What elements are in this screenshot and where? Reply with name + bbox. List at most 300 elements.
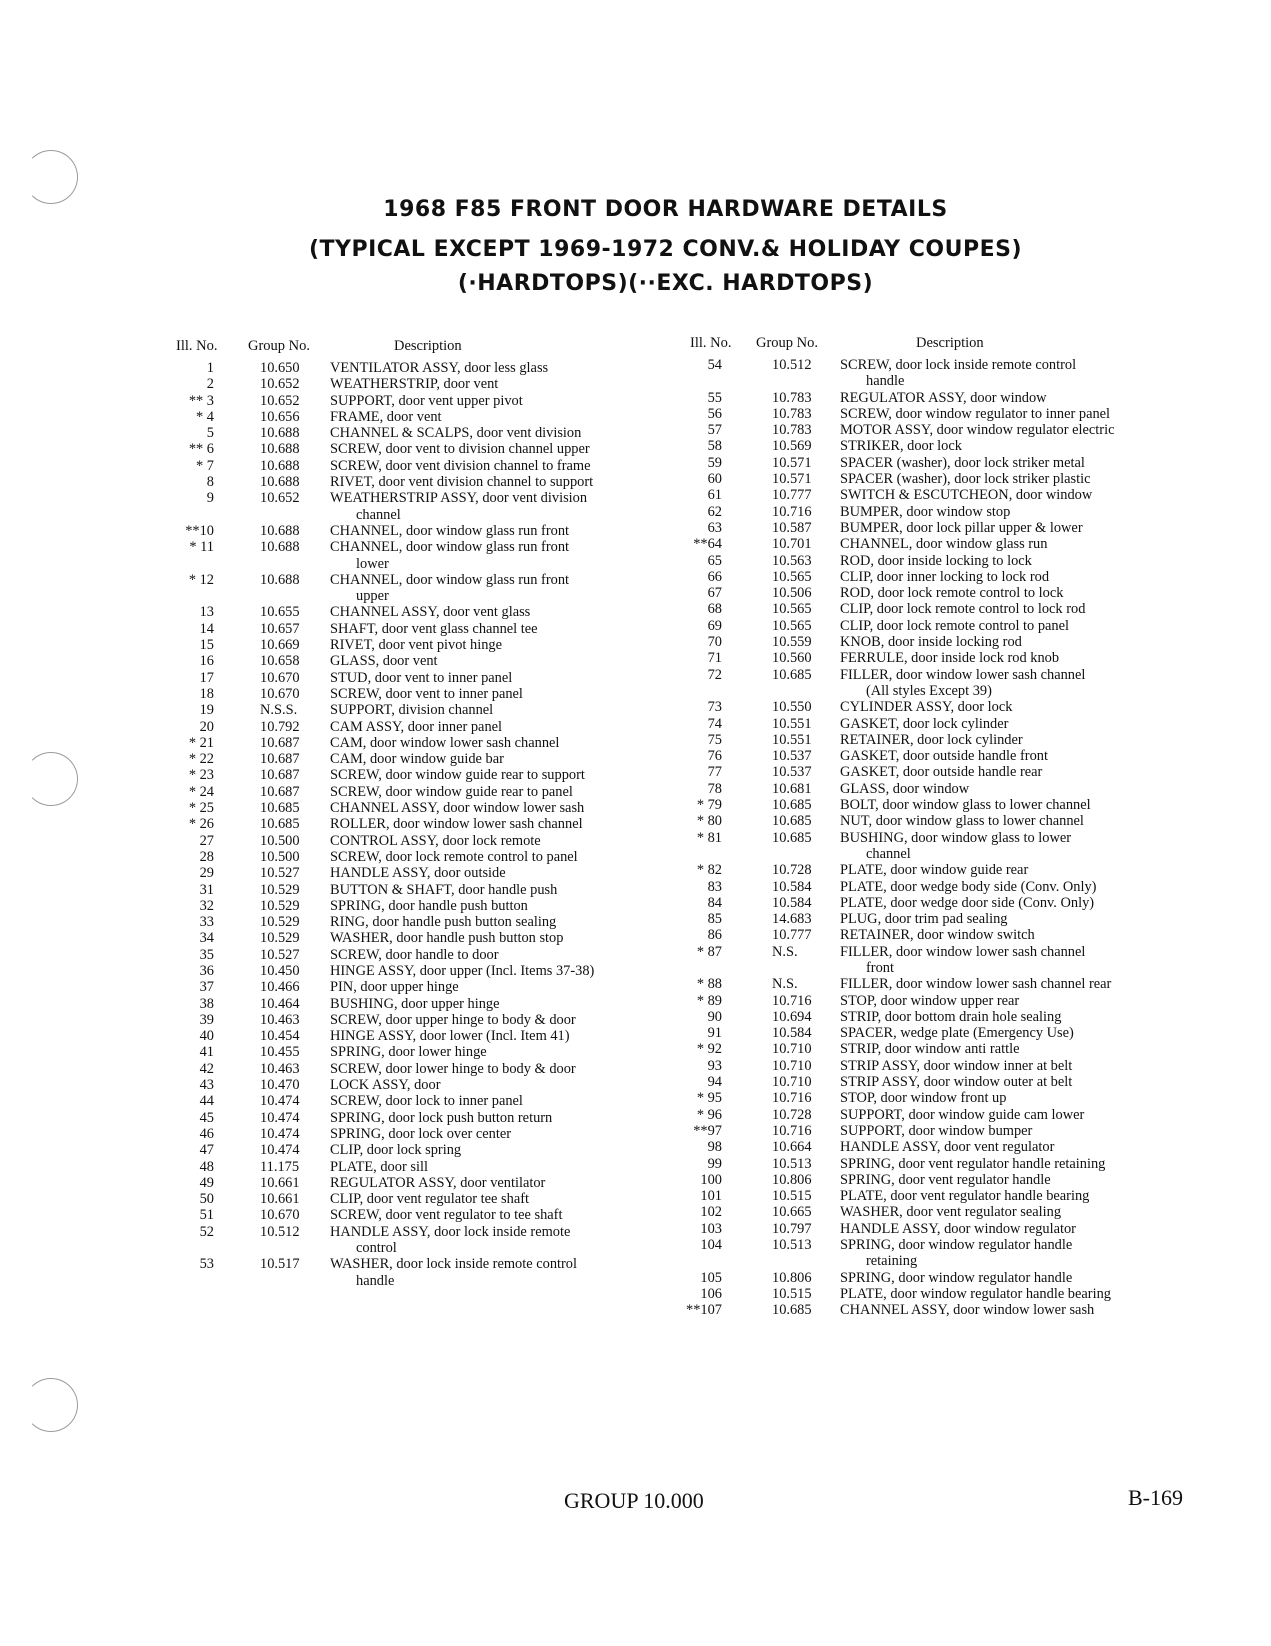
description-cell bbox=[840, 1107, 1084, 1123]
description-cell bbox=[840, 732, 1023, 748]
part-description: SCREW, door handle to door bbox=[330, 946, 499, 963]
group-number: 10.550 bbox=[772, 699, 812, 716]
part-description: CAM ASSY, door inner panel bbox=[330, 718, 503, 735]
description-cell bbox=[330, 833, 541, 849]
group-number: 10.681 bbox=[772, 780, 812, 797]
group-number: 10.474 bbox=[260, 1093, 300, 1110]
ill-number: 27 bbox=[199, 832, 214, 849]
group-number: 10.710 bbox=[772, 1057, 812, 1074]
group-number: 10.529 bbox=[260, 930, 300, 947]
group-number: 10.806 bbox=[772, 1269, 812, 1286]
group-number: 11.175 bbox=[260, 1158, 300, 1175]
ill-number: 54 bbox=[707, 357, 722, 373]
ill-number: * 87 bbox=[696, 943, 722, 960]
part-description: CLIP, door lock spring bbox=[330, 1142, 462, 1159]
group-number: 10.685 bbox=[260, 800, 300, 817]
description-cell bbox=[840, 764, 1042, 780]
part-description-continued: front bbox=[866, 959, 894, 976]
group-number: 10.652 bbox=[260, 376, 300, 393]
description-cell bbox=[840, 927, 1035, 943]
group-number: 10.474 bbox=[260, 1142, 300, 1159]
group-number: 10.716 bbox=[772, 992, 812, 1009]
description-cell bbox=[840, 911, 1007, 927]
group-number: 10.777 bbox=[772, 487, 812, 504]
group-number: 10.687 bbox=[260, 767, 300, 784]
description-cell bbox=[840, 748, 1048, 764]
description-cell bbox=[330, 1256, 577, 1289]
description-cell bbox=[330, 816, 583, 832]
ill-number: ** 3 bbox=[188, 392, 214, 409]
ill-number: 70 bbox=[707, 634, 722, 651]
part-description: STRIP, door window anti rattle bbox=[840, 1041, 1020, 1058]
description-cell bbox=[330, 784, 573, 800]
group-number: 10.685 bbox=[772, 829, 812, 846]
ill-number: 60 bbox=[707, 471, 722, 488]
description-cell bbox=[330, 1061, 576, 1077]
part-description: STRIP ASSY, door window outer at belt bbox=[840, 1074, 1073, 1091]
group-number: N.S. bbox=[772, 976, 798, 993]
punch-hole-middle bbox=[24, 752, 78, 806]
part-description: SCREW, door vent division channel to frame bbox=[330, 457, 591, 474]
group-number: 10.454 bbox=[260, 1028, 300, 1045]
part-description: PLATE, door window regulator handle bearing bbox=[840, 1285, 1111, 1302]
part-description: STRIP, door bottom drain hole sealing bbox=[840, 1008, 1062, 1025]
description-cell bbox=[330, 849, 578, 865]
group-number: 10.652 bbox=[260, 392, 300, 409]
part-description: REGULATOR ASSY, door window bbox=[840, 389, 1047, 406]
group-number: 10.688 bbox=[260, 539, 300, 556]
description-cell bbox=[330, 751, 504, 767]
part-description: SCREW, door vent to inner panel bbox=[330, 685, 523, 702]
ill-number: 49 bbox=[199, 1174, 214, 1191]
group-number: 10.551 bbox=[772, 715, 812, 732]
part-description: FERRULE, door inside lock rod knob bbox=[840, 650, 1060, 667]
description-cell bbox=[840, 1025, 1074, 1041]
part-description: SWITCH & ESCUTCHEON, door window bbox=[840, 487, 1093, 504]
group-number: 10.584 bbox=[772, 1025, 812, 1042]
description-cell bbox=[330, 898, 528, 914]
ill-number: 41 bbox=[199, 1044, 214, 1061]
part-description: SCREW, door lock inside remote control bbox=[840, 357, 1077, 373]
ill-number: 53 bbox=[199, 1256, 214, 1273]
description-cell bbox=[840, 357, 1076, 390]
group-number: 10.463 bbox=[260, 1011, 300, 1028]
group-number: 10.688 bbox=[260, 522, 300, 539]
group-number: 10.551 bbox=[772, 731, 812, 748]
group-number: 10.687 bbox=[260, 734, 300, 751]
group-number: 10.527 bbox=[260, 946, 300, 963]
ill-number: * 89 bbox=[696, 992, 722, 1009]
group-number: 10.694 bbox=[772, 1008, 812, 1025]
part-description: ROD, door inside locking to lock bbox=[840, 552, 1032, 569]
group-number: 10.687 bbox=[260, 783, 300, 800]
ill-number: 17 bbox=[199, 669, 214, 686]
group-number: 10.783 bbox=[772, 405, 812, 422]
description-cell bbox=[330, 653, 438, 669]
part-description: RIVET, door vent division channel to support bbox=[330, 474, 594, 491]
ill-number: 50 bbox=[199, 1191, 214, 1208]
group-number: 10.670 bbox=[260, 669, 300, 686]
group-number: 10.500 bbox=[260, 832, 300, 849]
description-cell bbox=[840, 716, 1008, 732]
group-number: 10.669 bbox=[260, 637, 300, 654]
part-description: WASHER, door lock inside remote control bbox=[330, 1256, 577, 1273]
part-description: CHANNEL & SCALPS, door vent division bbox=[330, 425, 582, 442]
part-description: PLUG, door trim pad sealing bbox=[840, 911, 1008, 928]
description-cell bbox=[840, 699, 1012, 715]
description-cell bbox=[330, 947, 499, 963]
description-cell bbox=[840, 1090, 1006, 1106]
part-description: SCREW, door window guide rear to panel bbox=[330, 783, 573, 800]
ill-number: 94 bbox=[707, 1074, 722, 1091]
group-number: 10.565 bbox=[772, 568, 812, 585]
ill-number: 38 bbox=[199, 995, 214, 1012]
part-description: PIN, door upper hinge bbox=[330, 979, 459, 996]
ill-number: 100 bbox=[700, 1171, 722, 1188]
part-description-continued: handle bbox=[356, 1272, 395, 1289]
ill-number: 66 bbox=[707, 568, 722, 585]
ill-number: 16 bbox=[199, 653, 214, 670]
group-number: 10.512 bbox=[260, 1223, 300, 1240]
group-number: 10.512 bbox=[772, 357, 812, 373]
ill-number: **64 bbox=[693, 536, 722, 553]
part-description: SPRING, door lock over center bbox=[330, 1125, 512, 1142]
group-number: 10.571 bbox=[772, 471, 812, 488]
group-number: 10.565 bbox=[772, 601, 812, 618]
part-description: CHANNEL ASSY, door vent glass bbox=[330, 604, 531, 621]
part-description: WASHER, door handle push button stop bbox=[330, 930, 564, 947]
part-description: CHANNEL, door window glass run bbox=[840, 536, 1048, 553]
part-description-continued: handle bbox=[866, 373, 905, 390]
group-number: 10.685 bbox=[772, 1302, 812, 1319]
ill-number: * 81 bbox=[696, 829, 722, 846]
description-cell bbox=[330, 572, 569, 605]
part-description-continued: (All styles Except 39) bbox=[866, 682, 992, 699]
group-number: 10.474 bbox=[260, 1109, 300, 1126]
group-number: 10.728 bbox=[772, 862, 812, 879]
part-description: STRIKER, door lock bbox=[840, 438, 962, 455]
ill-number: 61 bbox=[707, 487, 722, 504]
description-cell bbox=[840, 1221, 1076, 1237]
page-subtitle: (TYPICAL EXCEPT 1969-1972 CONV.& HOLIDAY COUPES) bbox=[308, 237, 1023, 262]
description-cell bbox=[840, 1058, 1072, 1074]
part-description: ROD, door lock remote control to lock bbox=[840, 585, 1064, 602]
part-description: SCREW, door vent regulator to tee shaft bbox=[330, 1207, 563, 1224]
description-cell bbox=[330, 1093, 523, 1109]
group-number: 10.792 bbox=[260, 718, 300, 735]
ill-number: 20 bbox=[199, 718, 214, 735]
part-description: SUPPORT, division channel bbox=[330, 702, 494, 719]
ill-number: 46 bbox=[199, 1125, 214, 1142]
part-description-continued: channel bbox=[356, 506, 401, 523]
description-cell bbox=[840, 553, 1032, 569]
part-description-continued: lower bbox=[356, 555, 389, 572]
part-description: SPRING, door vent regulator handle bbox=[840, 1171, 1051, 1188]
header-ill-no: Ill. No. bbox=[690, 335, 732, 351]
ill-number: 74 bbox=[707, 715, 722, 732]
ill-number: 19 bbox=[199, 702, 214, 719]
group-number: 10.474 bbox=[260, 1125, 300, 1142]
ill-number: * 82 bbox=[696, 862, 722, 879]
ill-number: * 25 bbox=[188, 800, 214, 817]
ill-number: 99 bbox=[707, 1155, 722, 1172]
description-cell bbox=[840, 650, 1059, 666]
part-description: HANDLE ASSY, door window regulator bbox=[840, 1220, 1076, 1237]
group-number: 10.450 bbox=[260, 962, 300, 979]
ill-number: 101 bbox=[700, 1188, 722, 1205]
description-cell bbox=[330, 800, 584, 816]
part-description: SCREW, door lock remote control to panel bbox=[330, 848, 578, 865]
group-number: 10.513 bbox=[772, 1155, 812, 1172]
group-number: 10.515 bbox=[772, 1188, 812, 1205]
ill-number: 52 bbox=[199, 1223, 214, 1240]
ill-number: * 21 bbox=[188, 734, 214, 751]
part-description: FRAME, door vent bbox=[330, 408, 442, 425]
part-description-continued: control bbox=[356, 1240, 397, 1257]
part-description: PLATE, door wedge door side (Conv. Only) bbox=[840, 894, 1095, 911]
punch-hole-bottom bbox=[24, 1378, 78, 1432]
group-number: 10.513 bbox=[772, 1237, 812, 1254]
description-cell bbox=[840, 536, 1047, 552]
description-cell bbox=[330, 458, 590, 474]
ill-number: 9 bbox=[206, 490, 214, 507]
group-number: 10.797 bbox=[772, 1220, 812, 1237]
ill-number: **10 bbox=[185, 522, 214, 539]
group-number: 10.656 bbox=[260, 408, 300, 425]
ill-number: 18 bbox=[199, 685, 214, 702]
description-cell bbox=[840, 862, 1028, 878]
ill-number: 45 bbox=[199, 1109, 214, 1126]
part-description: HANDLE ASSY, door outside bbox=[330, 865, 506, 882]
part-description: NUT, door window glass to lower channel bbox=[840, 813, 1084, 830]
description-cell bbox=[840, 438, 962, 454]
ill-number: 47 bbox=[199, 1142, 214, 1159]
group-number: 10.806 bbox=[772, 1171, 812, 1188]
description-cell bbox=[330, 1028, 570, 1044]
description-cell bbox=[330, 670, 512, 686]
part-description: PLATE, door sill bbox=[330, 1158, 428, 1175]
part-description: PLATE, door window guide rear bbox=[840, 862, 1029, 879]
part-description: SPRING, door window regulator handle bbox=[840, 1237, 1073, 1254]
group-number: 10.688 bbox=[260, 457, 300, 474]
ill-number: * 23 bbox=[188, 767, 214, 784]
ill-number: 77 bbox=[707, 764, 722, 781]
part-description: STUD, door vent to inner panel bbox=[330, 669, 513, 686]
ill-number: **97 bbox=[693, 1122, 722, 1139]
description-cell bbox=[840, 569, 1049, 585]
group-number: 10.783 bbox=[772, 389, 812, 406]
ill-number: * 92 bbox=[696, 1041, 722, 1058]
group-number: 10.716 bbox=[772, 1090, 812, 1107]
page-number: B-169 bbox=[1128, 1485, 1183, 1510]
description-cell bbox=[840, 895, 1094, 911]
description-cell bbox=[840, 1204, 1061, 1220]
description-cell bbox=[330, 1142, 461, 1158]
part-description: SCREW, door vent to division channel upper bbox=[330, 441, 590, 458]
description-cell bbox=[840, 781, 969, 797]
ill-number: 83 bbox=[707, 878, 722, 895]
description-cell bbox=[840, 520, 1083, 536]
description-cell bbox=[840, 1041, 1019, 1057]
part-description: RETAINER, door window switch bbox=[840, 927, 1035, 944]
group-number: 10.515 bbox=[772, 1285, 812, 1302]
group-number: 10.569 bbox=[772, 438, 812, 455]
part-description: PLATE, door vent regulator handle bearing bbox=[840, 1188, 1090, 1205]
ill-number: 58 bbox=[707, 438, 722, 455]
part-description: SPACER, wedge plate (Emergency Use) bbox=[840, 1025, 1074, 1042]
description-cell bbox=[330, 719, 502, 735]
ill-number: 39 bbox=[199, 1011, 214, 1028]
punch-hole-top bbox=[24, 150, 78, 204]
group-number: 10.710 bbox=[772, 1041, 812, 1058]
group-number: 10.529 bbox=[260, 914, 300, 931]
description-cell bbox=[330, 474, 593, 490]
description-cell bbox=[330, 1191, 529, 1207]
description-cell bbox=[330, 686, 523, 702]
part-description: SCREW, door lock to inner panel bbox=[330, 1093, 523, 1110]
ill-number: * 95 bbox=[696, 1090, 722, 1107]
part-description: BOLT, door window glass to lower channel bbox=[840, 797, 1091, 814]
part-description: GASKET, door outside handle rear bbox=[840, 764, 1043, 781]
description-cell bbox=[330, 393, 523, 409]
part-description: SCREW, door window regulator to inner panel bbox=[840, 405, 1111, 422]
part-description: BUSHING, door upper hinge bbox=[330, 995, 500, 1012]
group-number: 10.657 bbox=[260, 620, 300, 637]
part-description: RIVET, door vent pivot hinge bbox=[330, 637, 502, 654]
ill-number: **107 bbox=[686, 1302, 722, 1319]
group-number: 10.665 bbox=[772, 1204, 812, 1221]
description-cell bbox=[330, 767, 585, 783]
description-cell bbox=[330, 735, 559, 751]
part-description: RETAINER, door lock cylinder bbox=[840, 731, 1023, 748]
group-number: 10.701 bbox=[772, 536, 812, 553]
ill-number: 40 bbox=[199, 1028, 214, 1045]
group-number: 10.560 bbox=[772, 650, 812, 667]
ill-number: * 88 bbox=[696, 976, 722, 993]
description-cell bbox=[840, 1270, 1072, 1286]
ill-number: 104 bbox=[700, 1237, 722, 1254]
group-number: GROUP 10.000 bbox=[564, 1488, 704, 1513]
ill-number: 106 bbox=[700, 1285, 722, 1302]
part-description: REGULATOR ASSY, door ventilator bbox=[330, 1174, 546, 1191]
ill-number: 69 bbox=[707, 617, 722, 634]
part-description: RING, door handle push button sealing bbox=[330, 914, 557, 931]
group-number: 10.529 bbox=[260, 897, 300, 914]
group-number: 10.455 bbox=[260, 1044, 300, 1061]
ill-number: 13 bbox=[199, 604, 214, 621]
group-number: 10.664 bbox=[772, 1139, 812, 1156]
description-cell bbox=[840, 1286, 1111, 1302]
part-description: GLASS, door vent bbox=[330, 653, 438, 670]
part-description: CLIP, door lock remote control to lock rod bbox=[840, 601, 1086, 618]
ill-number: 32 bbox=[199, 897, 214, 914]
ill-number: 85 bbox=[707, 911, 722, 928]
description-cell bbox=[840, 585, 1063, 601]
part-description: CHANNEL ASSY, door window lower sash bbox=[840, 1302, 1095, 1319]
description-cell bbox=[840, 471, 1090, 487]
part-description: PLATE, door wedge body side (Conv. Only) bbox=[840, 878, 1097, 895]
ill-number: 59 bbox=[707, 454, 722, 471]
group-number: 10.584 bbox=[772, 878, 812, 895]
description-cell bbox=[840, 1302, 1094, 1318]
ill-number: * 12 bbox=[188, 571, 214, 588]
description-cell bbox=[840, 813, 1084, 829]
description-cell bbox=[330, 409, 442, 425]
description-cell bbox=[330, 882, 557, 898]
ill-number: * 11 bbox=[189, 539, 214, 556]
ill-number: ** 6 bbox=[188, 441, 214, 458]
part-description: FILLER, door window lower sash channel bbox=[840, 666, 1086, 683]
ill-number: 48 bbox=[199, 1158, 214, 1175]
part-description: KNOB, door inside locking rod bbox=[840, 634, 1022, 651]
part-description-continued: upper bbox=[356, 588, 389, 605]
description-cell bbox=[840, 993, 1019, 1009]
part-description: GASKET, door lock cylinder bbox=[840, 715, 1009, 732]
group-number: 10.463 bbox=[260, 1060, 300, 1077]
ill-number: 68 bbox=[707, 601, 722, 618]
ill-number: 91 bbox=[707, 1025, 722, 1042]
part-description: MOTOR ASSY, door window regulator electric bbox=[840, 422, 1115, 439]
description-cell bbox=[330, 979, 459, 995]
ill-number: 51 bbox=[199, 1207, 214, 1224]
ill-number: * 22 bbox=[188, 751, 214, 768]
part-description: CAM, door window lower sash channel bbox=[330, 734, 560, 751]
ill-number: 102 bbox=[700, 1204, 722, 1221]
group-number: 10.517 bbox=[260, 1256, 300, 1273]
part-description: FILLER, door window lower sash channel rear bbox=[840, 976, 1112, 993]
description-cell bbox=[330, 360, 548, 376]
part-description: GLASS, door window bbox=[840, 780, 970, 797]
part-description: SCREW, door window guide rear to support bbox=[330, 767, 585, 784]
description-cell bbox=[840, 830, 1071, 863]
ill-number: 15 bbox=[199, 637, 214, 654]
header-group-no: Group No. bbox=[248, 338, 311, 354]
part-description: SHAFT, door vent glass channel tee bbox=[330, 620, 538, 637]
group-number: 10.529 bbox=[260, 881, 300, 898]
description-cell bbox=[330, 490, 587, 523]
description-cell bbox=[840, 1074, 1072, 1090]
part-description: SPRING, door lock push button return bbox=[330, 1109, 553, 1126]
group-number: 10.710 bbox=[772, 1074, 812, 1091]
group-number: 10.670 bbox=[260, 685, 300, 702]
ill-number: 36 bbox=[199, 962, 214, 979]
ill-number: 56 bbox=[707, 405, 722, 422]
part-description: STOP, door window front up bbox=[840, 1090, 1007, 1107]
description-cell bbox=[840, 1139, 1054, 1155]
description-cell bbox=[840, 1237, 1072, 1270]
group-number: 10.571 bbox=[772, 454, 812, 471]
part-description: CHANNEL ASSY, door window lower sash bbox=[330, 800, 585, 817]
part-description: GASKET, door outside handle front bbox=[840, 748, 1048, 765]
part-description: LOCK ASSY, door bbox=[330, 1077, 441, 1094]
description-cell bbox=[330, 1224, 570, 1257]
group-number: 10.506 bbox=[772, 585, 812, 602]
group-number: 10.658 bbox=[260, 653, 300, 670]
ill-number: 63 bbox=[707, 519, 722, 536]
description-cell bbox=[330, 702, 493, 718]
part-description: CHANNEL, door window glass run front bbox=[330, 571, 570, 588]
ill-number: 43 bbox=[199, 1077, 214, 1094]
description-cell bbox=[330, 621, 538, 637]
part-description: CAM, door window guide bar bbox=[330, 751, 504, 768]
description-cell bbox=[330, 637, 502, 653]
part-description: SCREW, door lower hinge to body & door bbox=[330, 1060, 576, 1077]
group-number: 10.464 bbox=[260, 995, 300, 1012]
group-number: 10.661 bbox=[260, 1191, 300, 1208]
part-description: BUSHING, door window glass to lower bbox=[840, 829, 1072, 846]
ill-number: 29 bbox=[199, 865, 214, 882]
ill-number: 78 bbox=[707, 780, 722, 797]
